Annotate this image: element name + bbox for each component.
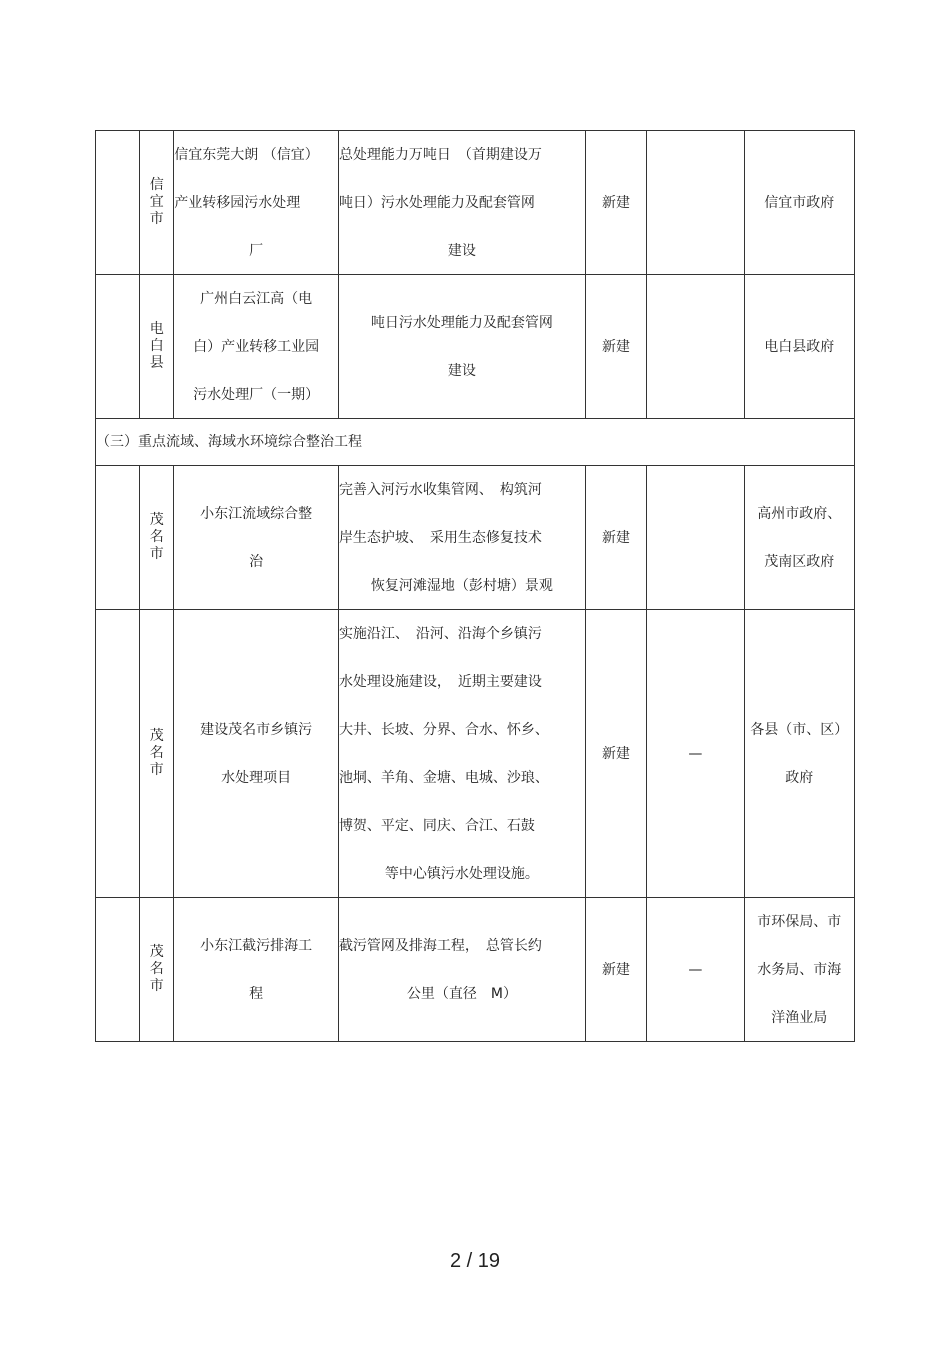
table-row: [96, 466, 855, 610]
project-table: [95, 130, 855, 1042]
table-row: [96, 610, 855, 898]
dept-cell: 高州市政府、 茂南区政府: [744, 466, 854, 610]
dept-cell: 市环保局、市 水务局、市海 洋渔业局: [744, 898, 854, 1042]
type-cell: 新建: [585, 466, 646, 610]
dept-cell: 各县（市、区） 政府: [744, 610, 854, 898]
dept-cell: 信宜市政府: [744, 131, 854, 275]
index-cell: [96, 466, 140, 610]
project-name-cell: 建设茂名市乡镇污 水处理项目: [174, 610, 339, 898]
invest-cell: [647, 466, 744, 610]
project-desc-cell: 实施沿江、 沿河、沿海个乡镇污 水处理设施建设， 近期主要建设 大井、长坡、分界、合水、怀乡、 池垌、羊角、金塘、电城、沙琅、 博贺、平定、同庆、合江、石鼓 等中心镇污水处理设施。: [338, 610, 585, 898]
invest-cell: [647, 275, 744, 419]
project-desc-cell: 总处理能力万吨日 （首期建设万 吨日）污水处理能力及配套管网 建设: [338, 131, 585, 275]
section-title: （三）重点流域、海域水环境综合整治工程: [96, 419, 855, 466]
type-cell: 新建: [585, 131, 646, 275]
city-cell: 茂名市: [140, 466, 174, 610]
type-cell: 新建: [585, 610, 646, 898]
table-row: [96, 275, 855, 419]
page-number: 2 / 19: [449, 1250, 501, 1272]
project-name-cell: 信宜东莞大朗 （信宜） 产业转移园污水处理 厂: [174, 131, 339, 275]
dept-cell: 电白县政府: [744, 275, 854, 419]
type-cell: 新建: [585, 275, 646, 419]
city-cell: 茂名市: [140, 898, 174, 1042]
table-row: [96, 898, 855, 1042]
index-cell: [96, 898, 140, 1042]
invest-cell: —: [647, 610, 744, 898]
project-name-cell: 小东江流域综合整 治: [174, 466, 339, 610]
project-desc-cell: 完善入河污水收集管网、 构筑河 岸生态护坡、 采用生态修复技术 恢复河滩湿地（彭村塘）景观: [338, 466, 585, 610]
city-cell: 电白县: [140, 275, 174, 419]
index-cell: [96, 275, 140, 419]
table-row: [96, 131, 855, 275]
invest-cell: [647, 131, 744, 275]
project-name-cell: 广州白云江高（电 白）产业转移工业园 污水处理厂（一期）: [174, 275, 339, 419]
city-cell: 茂名市: [140, 610, 174, 898]
project-name-cell: 小东江截污排海工 程: [174, 898, 339, 1042]
city-cell: 信宜市: [140, 131, 174, 275]
index-cell: [96, 131, 140, 275]
invest-cell: —: [647, 898, 744, 1042]
index-cell: [96, 610, 140, 898]
project-desc-cell: 截污管网及排海工程， 总管长约 公里（直径 M）: [338, 898, 585, 1042]
type-cell: 新建: [585, 898, 646, 1042]
project-desc-cell: 吨日污水处理能力及配套管网 建设: [338, 275, 585, 419]
section-row: [96, 419, 855, 466]
